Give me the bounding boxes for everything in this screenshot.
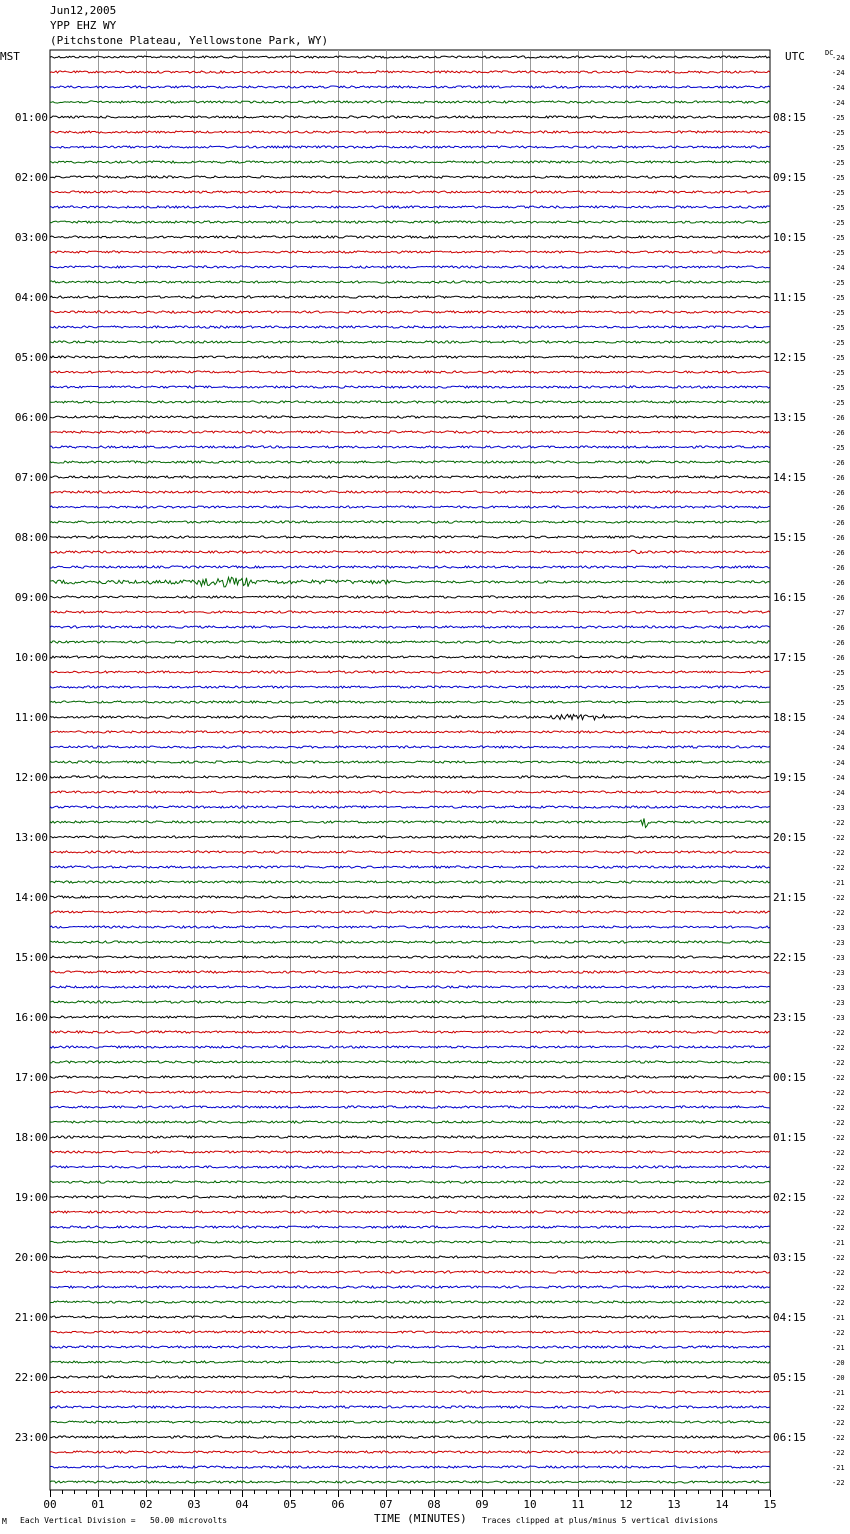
dc-offset-label: -22 [832, 864, 845, 872]
dc-offset-label: -25 [832, 324, 845, 332]
header-location: (Pitchstone Plateau, Yellowstone Park, WY) [50, 34, 329, 47]
trace-63 [50, 1001, 770, 1003]
right-hour-label: 05:15 [773, 1371, 807, 1384]
left-hour-label: 19:00 [14, 1191, 48, 1204]
right-hour-label: 20:15 [773, 831, 807, 844]
left-hour-label: 11:00 [14, 711, 48, 724]
dc-offset-label: -25 [832, 369, 845, 377]
dc-offset-label: -25 [832, 339, 845, 347]
dc-offset-label: -21 [832, 879, 845, 887]
x-tick-label: 05 [283, 1498, 297, 1511]
dc-offset-label: -26 [832, 414, 845, 422]
x-tick-label: 04 [235, 1498, 249, 1511]
trace-67 [50, 1061, 770, 1063]
dc-offset-label: -24 [832, 714, 845, 722]
dc-offset-label: -25 [832, 294, 845, 302]
dc-offset-label: -26 [832, 579, 845, 587]
dc-offset-label: -22 [832, 1434, 845, 1442]
dc-offset-label: -23 [832, 984, 845, 992]
trace-92 [50, 1436, 770, 1438]
dc-offset-label: -23 [832, 924, 845, 932]
right-hour-label: 02:15 [773, 1191, 807, 1204]
trace-15 [50, 281, 770, 283]
trace-95 [50, 1481, 770, 1483]
trace-24 [50, 416, 770, 418]
trace-50 [50, 806, 770, 808]
dc-offset-label: -26 [832, 624, 845, 632]
dc-offset-label: -22 [832, 1224, 845, 1232]
dc-offset-label: -25 [832, 159, 845, 167]
trace-58 [50, 926, 770, 928]
left-hour-label: 18:00 [14, 1131, 48, 1144]
trace-65 [50, 1031, 770, 1033]
trace-42 [50, 686, 770, 688]
dc-offset-label: -22 [832, 1134, 845, 1142]
left-hour-label: 06:00 [14, 411, 48, 424]
dc-offset-label: -26 [832, 654, 845, 662]
trace-28 [50, 476, 770, 478]
dc-offset-label: -22 [832, 1059, 845, 1067]
trace-46 [50, 746, 770, 748]
trace-8 [50, 176, 770, 178]
dc-offset-label: -22 [832, 894, 845, 902]
trace-87 [50, 1361, 770, 1363]
trace-45 [50, 731, 770, 733]
dc-offset-label: -25 [832, 174, 845, 182]
trace-55 [50, 881, 770, 883]
trace-76 [50, 1196, 770, 1198]
trace-79 [50, 1241, 770, 1243]
trace-48 [50, 776, 770, 778]
left-hour-label: 02:00 [14, 171, 48, 184]
dc-offset-label: -22 [832, 1074, 845, 1082]
trace-37 [50, 611, 770, 613]
dc-offset-label: -23 [832, 954, 845, 962]
x-tick-label: 07 [379, 1498, 393, 1511]
trace-6 [50, 146, 770, 148]
dc-offset-label: -22 [832, 1089, 845, 1097]
trace-72 [50, 1136, 770, 1138]
dc-offset-label: -22 [832, 849, 845, 857]
x-tick-label: 00 [43, 1498, 57, 1511]
trace-89 [50, 1391, 770, 1393]
trace-60 [50, 956, 770, 958]
dc-offset-label: -23 [832, 1014, 845, 1022]
dc-offset-label: -22 [832, 1419, 845, 1427]
trace-2 [50, 86, 770, 88]
trace-1 [50, 71, 770, 73]
left-hour-label: 09:00 [14, 591, 48, 604]
x-tick-label: 06 [331, 1498, 345, 1511]
trace-70 [50, 1106, 770, 1108]
left-hour-label: 13:00 [14, 831, 48, 844]
trace-4 [50, 116, 770, 118]
left-hour-label: 14:00 [14, 891, 48, 904]
trace-77 [50, 1211, 770, 1213]
dc-offset-label: -23 [832, 999, 845, 1007]
trace-47 [50, 761, 770, 763]
left-hour-label: 23:00 [14, 1431, 48, 1444]
trace-36 [50, 596, 770, 598]
dc-offset-label: -22 [832, 1449, 845, 1457]
trace-12 [50, 236, 770, 238]
dc-offset-label: -22 [832, 1254, 845, 1262]
dc-offset-label: -22 [832, 834, 845, 842]
dc-offset-label: -26 [832, 594, 845, 602]
trace-26 [50, 446, 770, 448]
left-hour-label: 17:00 [14, 1071, 48, 1084]
left-hour-label: 08:00 [14, 531, 48, 544]
dc-offset-label: -22 [832, 909, 845, 917]
trace-66 [50, 1046, 770, 1048]
dc-offset-label: -22 [832, 1329, 845, 1337]
x-tick-label: 01 [91, 1498, 105, 1511]
right-hour-label: 17:15 [773, 651, 807, 664]
left-hour-label: 05:00 [14, 351, 48, 364]
dc-offset-label: -26 [832, 519, 845, 527]
dc-offset-label: -22 [832, 1299, 845, 1307]
x-tick-label: 09 [475, 1498, 489, 1511]
trace-0 [50, 56, 770, 58]
trace-80 [50, 1256, 770, 1258]
dc-offset-label: -22 [832, 1194, 845, 1202]
dc-offset-label: -22 [832, 1479, 845, 1487]
x-axis-title: TIME (MINUTES) [374, 1512, 467, 1525]
dc-offset-label: -22 [832, 1029, 845, 1037]
dc-offset-label: -23 [832, 969, 845, 977]
right-hour-label: 06:15 [773, 1431, 807, 1444]
trace-31 [50, 521, 770, 523]
dc-offset-label: -22 [832, 1164, 845, 1172]
dc-offset-label: -22 [832, 1104, 845, 1112]
trace-13 [50, 251, 770, 253]
trace-10 [50, 206, 770, 208]
trace-74 [50, 1166, 770, 1168]
trace-56 [50, 896, 770, 898]
dc-offset-label: -25 [832, 399, 845, 407]
dc-offset-label: -20 [832, 1359, 845, 1367]
right-hour-label: 04:15 [773, 1311, 807, 1324]
trace-3 [50, 101, 770, 103]
trace-75 [50, 1181, 770, 1183]
left-hour-label: 22:00 [14, 1371, 48, 1384]
dc-offset-label: -20 [832, 1374, 845, 1382]
right-hour-label: 18:15 [773, 711, 807, 724]
x-tick-label: 15 [763, 1498, 777, 1511]
dc-offset-label: -22 [832, 1044, 845, 1052]
right-hour-label: 00:15 [773, 1071, 807, 1084]
trace-86 [50, 1346, 770, 1348]
dc-offset-label: -25 [832, 249, 845, 257]
trace-84 [50, 1316, 770, 1318]
trace-39 [50, 641, 770, 643]
trace-32 [50, 536, 770, 538]
trace-20 [50, 356, 770, 358]
trace-44 [50, 714, 770, 720]
left-hour-label: 12:00 [14, 771, 48, 784]
right-hour-label: 23:15 [773, 1011, 807, 1024]
right-hour-label: 19:15 [773, 771, 807, 784]
trace-88 [50, 1376, 770, 1378]
clip-note: Traces clipped at plus/minus 5 vertical divisions [482, 1516, 719, 1525]
dc-offset-label: -25 [832, 444, 845, 452]
trace-64 [50, 1016, 770, 1018]
trace-22 [50, 386, 770, 388]
dc-offset-label: -26 [832, 489, 845, 497]
dc-offset-label: -26 [832, 459, 845, 467]
dc-offset-label: -22 [832, 1149, 845, 1157]
dc-offset-label: -24 [832, 84, 845, 92]
x-tick-label: 11 [571, 1498, 585, 1511]
trace-73 [50, 1151, 770, 1153]
trace-68 [50, 1076, 770, 1078]
trace-23 [50, 401, 770, 403]
trace-54 [50, 866, 770, 868]
dc-offset-label: -22 [832, 1119, 845, 1127]
dc-offset-label: -25 [832, 204, 845, 212]
trace-35 [50, 577, 770, 587]
corner-mark: M [2, 1517, 7, 1526]
x-tick-label: 13 [667, 1498, 681, 1511]
dc-offset-label: -25 [832, 144, 845, 152]
trace-25 [50, 431, 770, 433]
dc-offset-label: -24 [832, 729, 845, 737]
left-hour-label: 04:00 [14, 291, 48, 304]
left-hour-label: 03:00 [14, 231, 48, 244]
left-hour-label: 01:00 [14, 111, 48, 124]
dc-offset-label: -22 [832, 1209, 845, 1217]
dc-offset-label: -22 [832, 819, 845, 827]
dc-offset-label: -27 [832, 609, 845, 617]
trace-14 [50, 266, 770, 268]
trace-18 [50, 326, 770, 328]
trace-82 [50, 1286, 770, 1288]
trace-93 [50, 1451, 770, 1453]
trace-21 [50, 371, 770, 373]
x-tick-label: 08 [427, 1498, 441, 1511]
left-hour-label: 20:00 [14, 1251, 48, 1264]
dc-offset-label: -26 [832, 639, 845, 647]
dc-offset-label: -22 [832, 1284, 845, 1292]
left-timezone-label: MST [0, 50, 20, 63]
trace-62 [50, 986, 770, 988]
x-tick-label: 12 [619, 1498, 633, 1511]
dc-offset-label: -25 [832, 234, 845, 242]
right-hour-label: 13:15 [773, 411, 807, 424]
dc-offset-label: -24 [832, 759, 845, 767]
trace-78 [50, 1226, 770, 1228]
dc-offset-label: -26 [832, 564, 845, 572]
dc-offset-label: -25 [832, 684, 845, 692]
right-hour-label: 14:15 [773, 471, 807, 484]
dc-offset-label: -25 [832, 309, 845, 317]
trace-38 [50, 626, 770, 628]
right-hour-label: 01:15 [773, 1131, 807, 1144]
trace-5 [50, 131, 770, 133]
trace-71 [50, 1121, 770, 1123]
right-hour-label: 12:15 [773, 351, 807, 364]
right-hour-label: 22:15 [773, 951, 807, 964]
dc-offset-label: -24 [832, 54, 845, 62]
right-hour-label: 10:15 [773, 231, 807, 244]
dc-offset-label: -24 [832, 789, 845, 797]
dc-offset-label: -26 [832, 429, 845, 437]
dc-offset-label: -24 [832, 69, 845, 77]
trace-59 [50, 941, 770, 943]
dc-offset-label: -25 [832, 279, 845, 287]
header-date: Jun12,2005 [50, 4, 117, 17]
x-tick-label: 14 [715, 1498, 729, 1511]
dc-offset-label: -26 [832, 474, 845, 482]
trace-94 [50, 1466, 770, 1468]
right-hour-label: 03:15 [773, 1251, 807, 1264]
dc-offset-label: -23 [832, 804, 845, 812]
trace-90 [50, 1406, 770, 1408]
dc-offset-label: -21 [832, 1344, 845, 1352]
trace-61 [50, 971, 770, 973]
dc-offset-label: -26 [832, 549, 845, 557]
dc-offset-label: -26 [832, 534, 845, 542]
dc-offset-label: -25 [832, 129, 845, 137]
dc-offset-label: -22 [832, 1404, 845, 1412]
dc-label: DC [825, 49, 834, 57]
trace-69 [50, 1091, 770, 1093]
trace-51 [50, 818, 770, 827]
trace-27 [50, 461, 770, 463]
right-hour-label: 15:15 [773, 531, 807, 544]
dc-offset-label: -25 [832, 354, 845, 362]
trace-11 [50, 221, 770, 223]
dc-offset-label: -25 [832, 384, 845, 392]
left-hour-label: 15:00 [14, 951, 48, 964]
header-station: YPP EHZ WY [50, 19, 117, 32]
trace-7 [50, 161, 770, 163]
dc-offset-label: -22 [832, 1179, 845, 1187]
trace-34 [50, 566, 770, 568]
dc-offset-label: -25 [832, 669, 845, 677]
dc-offset-label: -24 [832, 744, 845, 752]
right-hour-label: 08:15 [773, 111, 807, 124]
trace-40 [50, 656, 770, 658]
trace-91 [50, 1421, 770, 1423]
left-hour-label: 16:00 [14, 1011, 48, 1024]
dc-offset-label: -25 [832, 114, 845, 122]
dc-offset-label: -26 [832, 504, 845, 512]
right-hour-label: 11:15 [773, 291, 807, 304]
x-tick-label: 03 [187, 1498, 201, 1511]
dc-offset-label: -24 [832, 99, 845, 107]
trace-29 [50, 491, 770, 493]
trace-52 [50, 836, 770, 838]
trace-33 [50, 550, 770, 553]
dc-offset-label: -21 [832, 1314, 845, 1322]
dc-offset-label: -25 [832, 219, 845, 227]
trace-53 [50, 851, 770, 853]
trace-16 [50, 296, 770, 298]
trace-81 [50, 1271, 770, 1273]
left-hour-label: 10:00 [14, 651, 48, 664]
dc-offset-label: -24 [832, 264, 845, 272]
dc-offset-label: -21 [832, 1464, 845, 1472]
right-hour-label: 16:15 [773, 591, 807, 604]
x-tick-label: 02 [139, 1498, 153, 1511]
dc-offset-label: -23 [832, 939, 845, 947]
trace-85 [50, 1331, 770, 1333]
dc-offset-label: -25 [832, 189, 845, 197]
trace-17 [50, 311, 770, 313]
trace-43 [50, 701, 770, 703]
scale-note: Each Vertical Division = 50.00 microvolts [20, 1516, 228, 1525]
right-hour-label: 09:15 [773, 171, 807, 184]
trace-9 [50, 191, 770, 193]
dc-offset-label: -25 [832, 699, 845, 707]
dc-offset-label: -22 [832, 1269, 845, 1277]
x-tick-label: 10 [523, 1498, 537, 1511]
trace-57 [50, 911, 770, 913]
left-hour-label: 21:00 [14, 1311, 48, 1324]
trace-30 [50, 506, 770, 508]
trace-83 [50, 1301, 770, 1303]
trace-41 [50, 671, 770, 673]
right-timezone-label: UTC [785, 50, 805, 63]
dc-offset-label: -21 [832, 1389, 845, 1397]
left-hour-label: 07:00 [14, 471, 48, 484]
dc-offset-label: -21 [832, 1239, 845, 1247]
trace-49 [50, 791, 770, 793]
trace-19 [50, 341, 770, 343]
dc-offset-label: -24 [832, 774, 845, 782]
right-hour-label: 21:15 [773, 891, 807, 904]
